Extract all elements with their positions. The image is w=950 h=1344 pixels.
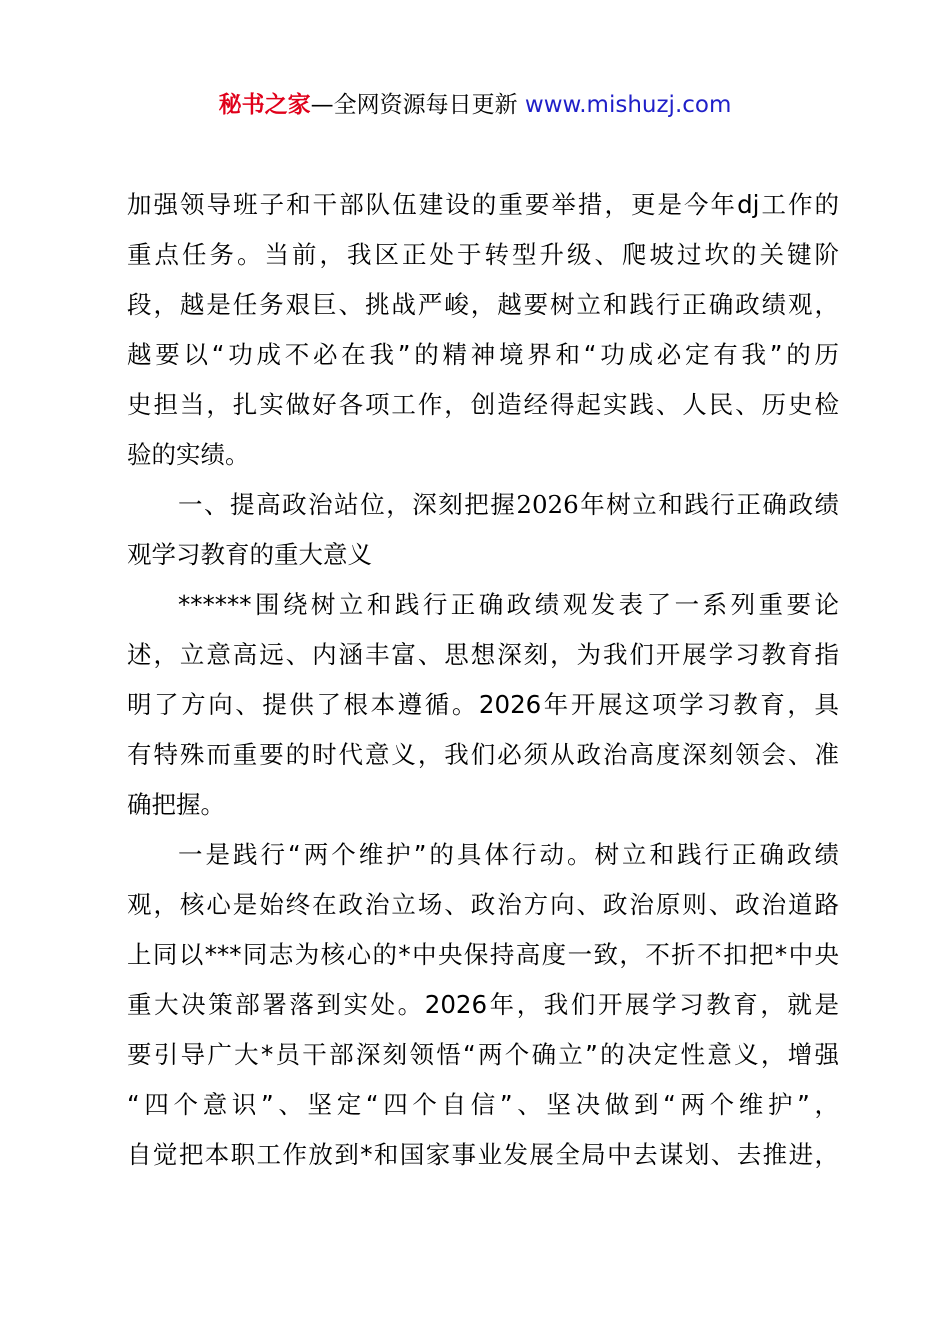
site-header — [0, 86, 950, 124]
text-line: 有特殊而重要的时代意义，我们必须从政治高度深刻领会、准 — [127, 740, 839, 769]
brand-name: 秘书之家 — [218, 92, 311, 118]
text-line: 加强领导班子和干部队伍建设的重要举措，更是今年dj工作的 — [127, 190, 839, 219]
text-line: 重大决策部署落到实处。2026年，我们开展学习教育，就是 — [127, 990, 839, 1019]
text-line: 要引导广大*员干部深刻领悟“两个确立”的决定性意义，增强 — [127, 1040, 839, 1069]
text-line: 验的实绩。 — [127, 440, 250, 469]
header-slogan: —全网资源每日更新 — [310, 92, 518, 118]
text-line: 史担当，扎实做好各项工作，创造经得起实践、人民、历史检 — [127, 390, 839, 419]
text-line: 一是践行“两个维护”的具体行动。树立和践行正确政绩 — [178, 840, 839, 869]
text-line: 自觉把本职工作放到*和国家事业发展全局中去谋划、去推进， — [127, 1140, 839, 1169]
text-line: “四个意识”、坚定“四个自信”、坚决做到“两个维护”， — [127, 1090, 839, 1119]
section-heading-line: 一、提高政治站位，深刻把握2026年树立和践行正确政绩 — [178, 490, 839, 519]
text-line: 述，立意高远、内涵丰富、思想深刻，为我们开展学习教育指 — [127, 640, 839, 669]
site-url-link[interactable]: www.mishuzj.com — [524, 92, 732, 118]
text-line: 上同以***同志为核心的*中央保持高度一致，不折不扣把*中央 — [127, 940, 839, 969]
section-heading-line: 观学习教育的重大意义 — [127, 540, 372, 569]
text-line: 重点任务。当前，我区正处于转型升级、爬坡过坎的关键阶 — [127, 240, 839, 269]
text-line: ******围绕树立和践行正确政绩观发表了一系列重要论 — [178, 590, 839, 619]
text-line: 越要以“功成不必在我”的精神境界和“功成必定有我”的历 — [127, 340, 839, 369]
text-line: 明了方向、提供了根本遵循。2026年开展这项学习教育，具 — [127, 690, 839, 719]
text-line: 段，越是任务艰巨、挑战严峻，越要树立和践行正确政绩观， — [127, 290, 839, 319]
document-body — [127, 180, 839, 1180]
text-line: 观，核心是始终在政治立场、政治方向、政治原则、政治道路 — [127, 890, 839, 919]
text-line: 确把握。 — [127, 790, 225, 819]
